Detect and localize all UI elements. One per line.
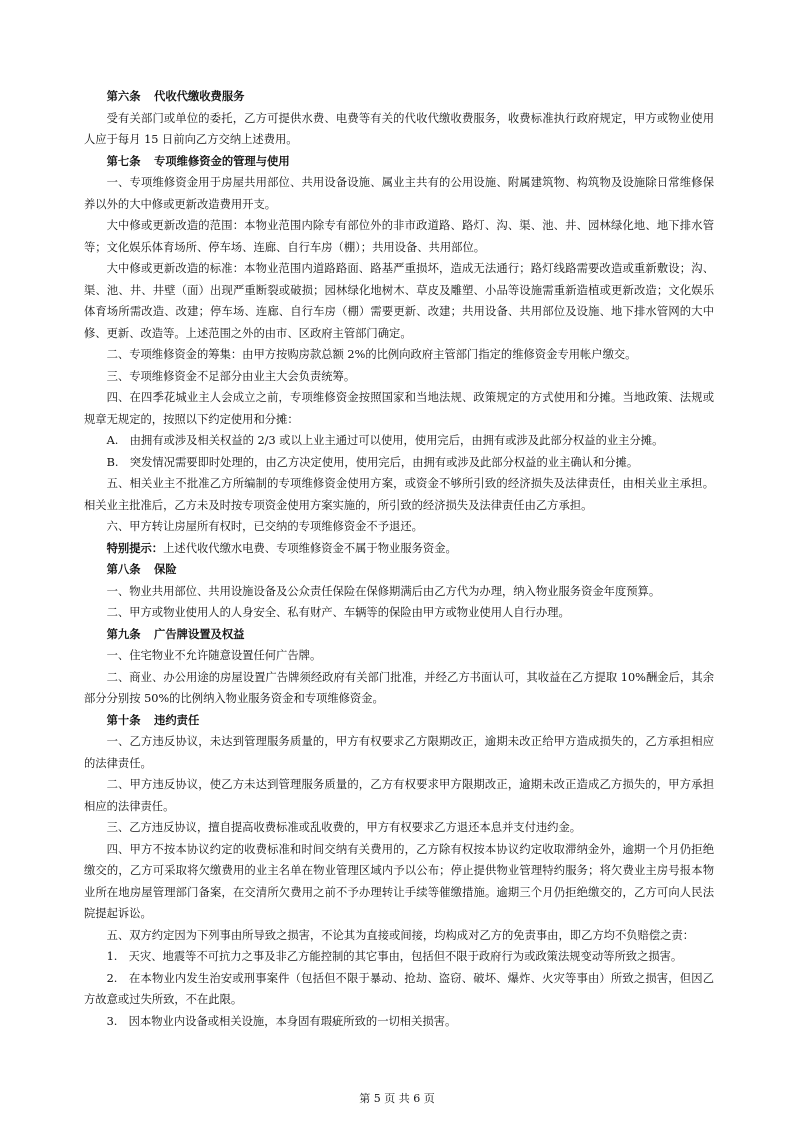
section-8-paragraph-1: 一、物业共用部位、共用设施设备及公众责任保险在保修期满后由乙方代为办理，纳入物业服务资金年度预算。 [106,584,661,598]
section-7-paragraph-3: 大中修或更新改造的标准：本物业范围内道路路面、路基严重损坏，造成无法通行；路灯线路需要改造或重新敷设；沟、渠、池、井、井壁（面）出现严重断裂或破损；园林绿化地树木、草皮及雕塑、小品等设施需重新造植或更新改造；文化娱乐体育场所需改造、改建；停车场、连廊、自行车房（棚）需要更新、改建；共用设备、共用部位及设施、地下排水管网的大中修、更新、改造等。上述范围之外的由市、区政府主管部门确定。 [84,262,714,340]
document-body [84,86,714,1032]
section-9-paragraph-1: 一、住宅物业不允许随意设置任何广告牌。 [106,649,322,662]
section-7-paragraph-7: 五、相关业主不批准乙方所编制的专项维修资金使用方案，或资金不够所引致的经济损失及法律责任，由相关业主承担。相关业主批准后，乙方未及时按专项资金使用方案实施的，所引致的经济损失及法律责任由乙方承担。 [84,477,714,512]
special-notice-label: 特别提示： [106,540,164,555]
section-10-title: 违约责任 [154,712,200,727]
section-7-paragraph-6: 四、在四季花城业主人会成立之前，专项维修资金按照国家和当地法规、政策规定的方式使用和分摊。当地政策、法规或规章无规定的，按照以下约定使用和分摊： [84,391,714,426]
section-8-title: 保险 [154,562,177,576]
section-7-paragraph-5: 三、专项维修资金不足部分由业主大会负责统筹。 [106,369,356,383]
section-8-paragraph-2: 二、甲方或物业使用人的人身安全、私有财产、车辆等的保险由甲方或物业使用人自行办理。 [106,606,570,619]
section-7-heading [84,151,714,173]
section-9-paragraph-2: 二、商业、办公用途的房屋设置广告牌须经政府有关部门批准，并经乙方书面认可，其收益在乙方提取 10%酬金后，其余部分分别按 50%的比例纳入物业服务资金和专项维修资金。 [84,670,714,705]
section-6-number: 第六条 [106,89,141,103]
special-notice-text: 上述代收代缴水电费、专项维修资金不属于物业服务资金。 [163,541,457,555]
section-10-paragraph-1: 一、乙方违反协议，未达到管理服务质量的，甲方有权要求乙方限期改正，逾期未改正给甲方造成损失的，乙方承担相应的法律责任。 [84,735,714,770]
section-9-heading [84,624,714,646]
section-9-title: 广告牌设置及权益 [154,626,245,641]
section-10-item-2: 2. 在本物业内发生治安或刑事案件（包括但不限于暴动、抢劫、盗窃、破坏、爆炸、火灾等事由）所致之损害，但因乙方故意或过失所致，不在此限。 [84,971,714,1006]
section-9-number: 第九条 [106,626,141,641]
section-10-item-1: 1. 天灾、地震等不可抗力之事及非乙方能控制的其它事由，包括但不限于政府行为或政策法规变动等所致之损害。 [106,950,683,963]
section-7-item-b: B. 突发情况需要即时处理的，由乙方决定使用，使用完后，由拥有或涉及此部分权益的业主确认和分摊。 [106,455,639,469]
section-7-paragraph-2: 大中修或更新改造的范围：本物业范围内除专有部位外的非市政道路、路灯、沟、渠、池、井、园林绿化地、地下排水管等；文化娱乐体育场所、停车场、连廊、自行车房（棚）；共用设备、共用部位。 [84,219,714,254]
section-6-title: 代收代缴收费服务 [154,89,245,103]
section-10-paragraph-5: 五、双方约定因为下列事由所导致之损害，不论其为直接或间接，均构成对乙方的免责事由，即乙方均不负赔偿之责： [106,928,695,942]
section-7-title: 专项维修资金的管理与使用 [154,153,290,168]
section-10-number: 第十条 [106,712,141,727]
section-6-paragraph-1: 受有关部门或单位的委托，乙方可提供水费、电费等有关的代收代缴收费服务，收费标准执行政府规定，甲方或物业使用人应于每月 15 日前向乙方交纳上述费用。 [84,111,714,146]
section-10-paragraph-4: 四、甲方不按本协议约定的收费标准和时间交纳有关费用的，乙方除有权按本协议约定收取滞纳金外，逾期一个月仍拒绝缴交的，乙方可采取将欠缴费用的业主名单在物业管理区域内予以公布；停止提供物业管理特约服务；将欠费业主房号报本物业所在地房屋管理部门备案，在交清所欠费用之前不予办理转让手续等催缴措施。逾期三个月仍拒绝缴交的，乙方可向人民法院提起诉讼。 [84,842,714,920]
section-7-paragraph-4: 二、专项维修资金的筹集：由甲方按购房款总额 2%的比例向政府主管部门指定的维修资金专用帐户缴交。 [106,348,637,361]
section-6-heading [84,86,714,108]
section-10-heading [84,710,714,732]
special-notice [84,538,714,560]
section-7-item-a: A. 由拥有或涉及相关权益的 2/3 或以上业主通过可以使用，使用完后，由拥有或涉及此部分权益的业主分摊。 [106,434,664,447]
section-7-number: 第七条 [106,153,141,168]
section-7-paragraph-8: 六、甲方转让房屋所有权时，已交纳的专项维修资金不予退还。 [106,520,423,533]
section-8-number: 第八条 [106,562,141,576]
section-7-paragraph-1: 一、专项维修资金用于房屋共用部位、共用设备设施、属业主共有的公用设施、附属建筑物、构筑物及设施除日常维修保养以外的大中修或更新改造费用开支。 [84,176,714,211]
section-10-paragraph-2: 二、甲方违反协议，使乙方未达到管理服务质量的，乙方有权要求甲方限期改正，逾期未改正造成乙方损失的，甲方承担相应的法律责任。 [84,778,714,813]
section-10-item-3: 3. 因本物业内设备或相关设施，本身固有瑕疵所致的一切相关损害。 [106,1014,457,1028]
section-10-paragraph-3: 三、乙方违反协议，擅自提高收费标准或乱收费的，甲方有权要求乙方退还本息并支付违约金。 [106,821,582,834]
section-8-heading [84,559,714,581]
page-number-footer: 第 5 页 共 6 页 [359,1092,435,1105]
